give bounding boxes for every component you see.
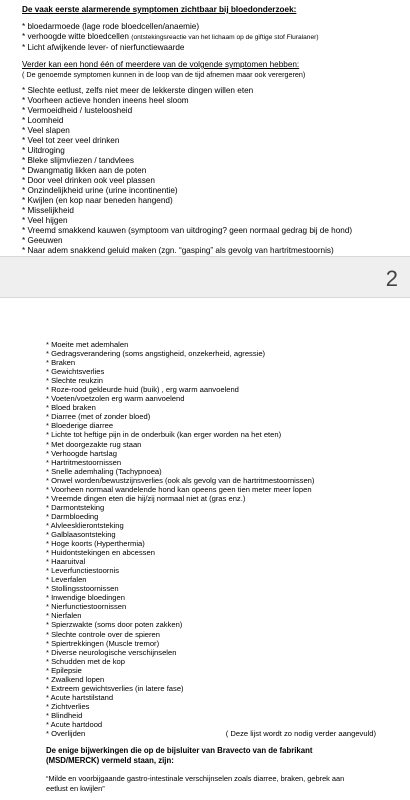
symptom-item: * Veel hijgen [22,216,68,225]
symptom-item: * Onzindelijkheid urine (urine incontinentie) [22,186,178,195]
symptom-item: * Darmbloeding [46,511,99,521]
symptom-item: * Lichte tot heftige pijn in de onderbuik (kan erger worden na het eten) [46,430,282,440]
symptom-item: * Voorheen normaal wandelende hond kan opeens geen tien meter meer lopen [46,484,312,494]
bijsluiter-heading-line-2: (MSD/MERCK) vermeld staan, zijn: [46,756,174,766]
symptom-item: * Voorheen actieve honden ineens heel sloom [22,96,189,105]
later-symptoms-subtext: ( De genoemde symptomen kunnen in de loop van de tijd afnemen maar ook verergeren) [22,70,306,79]
symptom-item: * Snelle ademhaling (Tachypnoea) [46,466,162,476]
symptom-item: * Acute hartstilstand [46,692,114,702]
symptom-item: * Hartritmestoornissen [46,457,122,467]
symptom-item: * Met doorgezakte rug staan [46,439,142,449]
symptom-item: * Leverfunctiestoornis [46,566,120,576]
last-item-text: * Overlijden [46,729,86,739]
document-page-1 [0,0,410,256]
symptom-item: * Gewichtsverlies [46,367,105,377]
symptom-item: * Galblaasontsteking [46,529,116,539]
symptom-item: * Spiertrekkingen (Muscle tremor) [46,638,160,648]
symptom-item: * Stollingsstoornissen [46,584,119,594]
symptom-list-continued [46,340,410,729]
early-symptoms-heading: De vaak eerste alarmerende symptomen zichtbaar bij bloedonderzoek: [22,5,297,14]
symptom-item: * Vermoeidheid / lusteloosheid [22,106,133,115]
symptom-item: * Slechte reukzin [46,376,103,386]
symptom-item: * Bloed braken [46,403,96,413]
symptom-item: * Zwalkend lopen [46,674,105,684]
symptom-item: * Bleke slijmvliezen / tandvlees [22,156,134,165]
symptom-item: * Braken [46,358,76,368]
page-separator [0,256,410,298]
symptom-item: * Moeite met ademhalen [46,340,129,349]
symptom-item: * Blindheid [46,710,83,720]
early-symptom-item: * verhoogde witte bloedcellen (ontstekingsreactie van het lichaam op de giftige stof Fluralaner) [22,32,319,41]
symptom-item: * Veel slapen [22,126,70,135]
symptom-item: * Slechte controle over de spieren [46,629,160,639]
early-symptom-item: * bloedarmoede (lage rode bloedcellen/anaemie) [22,22,200,31]
symptom-item: * Nierfunctiestoornissen [46,602,127,612]
symptom-item: * Huidontstekingen en abcessen [46,548,155,558]
symptom-item: * Naar adem snakkend geluid maken (zgn. “gasping” als gevolg van hartritmestoornis) [22,246,334,255]
symptom-item: * Roze-rood gekleurde huid (buik) , erg warm aanvoelend [46,385,239,395]
symptom-item: * Uitdroging [22,146,65,155]
early-symptom-item: * Licht afwijkende lever- of nierfunctiewaarde [22,43,185,52]
symptom-item: * Vreemd smakkend kauwen (symptoom van uitdroging? geen normaal gedrag bij de hond) [22,226,353,235]
symptom-item: * Bloederige diarree [46,421,114,431]
symptom-item: * Voeten/voetzolen erg warm aanvoelend [46,394,185,404]
symptom-item: * Kwijlen (en kop naar beneden hangend) [22,196,173,205]
page-number-badge: 2 [385,266,398,291]
symptom-item: * Schudden met de kop [46,656,125,666]
symptom-item: * Door veel drinken ook veel plassen [22,176,155,185]
symptom-item: * Zichtverlies [46,701,90,711]
symptom-item: * Diarree (met of zonder bloed) [46,412,151,422]
symptom-item: * Dwangmatig likken aan de poten [22,166,147,175]
symptom-item: * Loomheid [22,116,64,125]
symptom-list [22,86,410,256]
bijsluiter-quote: “Milde en voorbijgaande gastro-intestinale verschijnselen zoals diarree, braken, gebrek aan eetlust en kwijlen” [46,774,345,793]
symptom-item: * Hoge koorts (Hyperthermia) [46,539,145,549]
symptom-item: * Slechte eetlust, zelfs niet meer de lekkerste dingen willen eten [22,86,254,95]
symptom-item: * Leverfalen [46,575,87,585]
symptom-item: * Veel tot zeer veel drinken [22,136,120,145]
symptom-item: * Epilepsie [46,665,82,675]
symptom-item: * Geeuwen [22,236,63,245]
symptom-item: * Diverse neurologische verschijnselen [46,647,177,657]
bijsluiter-heading-line-1: De enige bijwerkingen die op de bijsluiter van Bravecto van de fabrikant [46,746,313,756]
symptom-item-last [46,729,376,738]
symptom-item: * Haaruitval [46,557,86,567]
list-note: ( Deze lijst wordt zo nodig verder aangevuld) [225,729,376,739]
symptom-item: * Inwendige bloedingen [46,593,125,603]
symptom-item: * Verhoogde hartslag [46,448,117,458]
symptom-item: * Gedragsverandering (soms angstigheid, onzekerheid, agressie) [46,349,266,359]
symptom-item: * Nierfalen [46,611,82,621]
symptom-item: * Onwel worden/bewustzijnsverlies (ook als gevolg van de hartritmestoornissen) [46,475,315,485]
later-symptoms-heading: Verder kan een hond één of meerdere van de volgende symptomen hebben: [22,60,300,69]
symptom-item: * Spierzwakte (soms door poten zakken) [46,620,183,630]
document-page-2 [0,298,410,800]
symptom-item: * Extreem gewichtsverlies (in latere fase) [46,683,184,693]
symptom-item: * Darmontsteking [46,502,105,512]
symptom-item: * Acute hartdood [46,719,103,729]
symptom-item: * Misselijkheid [22,206,74,215]
symptom-item: * Alvleesklierontsteking [46,520,124,530]
symptom-item: * Vreemde dingen eten die hij/zij normaal niet at (gras enz.) [46,493,246,503]
early-symptoms-list [22,22,410,53]
